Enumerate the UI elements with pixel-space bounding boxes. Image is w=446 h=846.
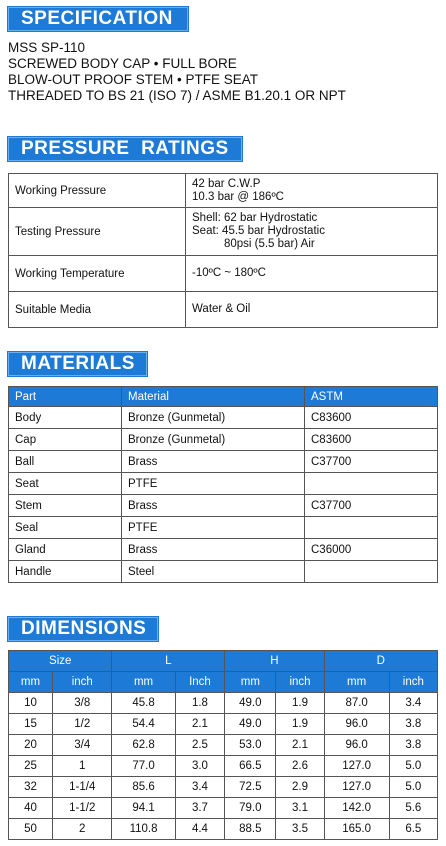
group-header-d: D [324,651,437,672]
dimension-cell: 96.0 [324,714,389,735]
dimension-cell: 72.5 [225,777,276,798]
column-header: Part [9,387,122,407]
dimension-cell: 2.9 [276,777,324,798]
dimension-cell: 2.1 [276,735,324,756]
table-row [9,292,438,328]
table-row [9,451,438,473]
table-unit-header-row [9,672,438,693]
material-cell: Bronze (Gunmetal) [122,407,305,429]
table-row [9,473,438,495]
table-row [9,735,438,756]
dimension-cell: 5.0 [389,756,437,777]
group-header-h: H [225,651,324,672]
dimensions-heading [8,616,158,642]
pressure-heading [8,136,242,162]
dimensions-body [9,693,438,840]
part-cell: Stem [9,495,122,517]
dimension-cell: 1-1/4 [53,777,112,798]
pressure-label: Working Pressure [9,174,186,208]
dimension-cell: 54.4 [112,714,175,735]
spec-line: BLOW-OUT PROOF STEM • PTFE SEAT [8,72,259,87]
astm-cell [305,561,438,583]
pressure-value: Water & Oil [186,292,438,328]
dimension-cell: 49.0 [225,693,276,714]
materials-heading [8,351,147,377]
pressure-value: -10ºC ~ 180ºC [186,256,438,292]
astm-cell: C83600 [305,407,438,429]
dimension-cell: 49.0 [225,714,276,735]
dimension-cell: 4.4 [175,819,225,840]
dimension-cell: 1.9 [276,714,324,735]
unit-header: Inch [175,672,225,693]
table-row [9,539,438,561]
dimension-cell: 3.4 [389,693,437,714]
pressure-value: Shell: 62 bar Hydrostatic Seat: 45.5 bar Hydrostatic 80psi (5.5 bar) Air [186,208,438,256]
material-cell: Bronze (Gunmetal) [122,429,305,451]
dimension-cell: 3.1 [276,798,324,819]
table-row [9,777,438,798]
dimension-cell: 10 [9,693,53,714]
dimension-cell: 15 [9,714,53,735]
specification-title: SPECIFICATION [8,7,188,31]
dimension-cell: 88.5 [225,819,276,840]
dimension-cell: 32 [9,777,53,798]
group-header-size: Size [9,651,112,672]
dimension-cell: 1/2 [53,714,112,735]
table-row [9,693,438,714]
materials-title: MATERIALS [8,352,147,376]
table-row [9,174,438,208]
dimension-cell: 127.0 [324,756,389,777]
material-cell: Steel [122,561,305,583]
part-cell: Body [9,407,122,429]
dimension-cell: 3.5 [276,819,324,840]
astm-cell [305,473,438,495]
table-group-header-row [9,651,438,672]
dimension-cell: 127.0 [324,777,389,798]
dimension-cell: 3.8 [389,714,437,735]
part-cell: Seal [9,517,122,539]
unit-header: inch [276,672,324,693]
column-header: ASTM [305,387,438,407]
material-cell: Brass [122,495,305,517]
part-cell: Handle [9,561,122,583]
dimension-cell: 1 [53,756,112,777]
spec-line: MSS SP-110 [8,40,86,55]
material-cell: Brass [122,539,305,561]
dimension-cell: 45.8 [112,693,175,714]
pressure-label: Working Temperature [9,256,186,292]
material-cell: PTFE [122,517,305,539]
pressure-value: 42 bar C.W.P 10.3 bar @ 186ºC [186,174,438,208]
table-row [9,756,438,777]
dimension-cell: 6.5 [389,819,437,840]
dimension-cell: 3.4 [175,777,225,798]
dimension-cell: 66.5 [225,756,276,777]
table-row [9,495,438,517]
dimension-cell: 50 [9,819,53,840]
spec-line: THREADED TO BS 21 (ISO 7) / ASME B1.20.1 OR NPT [8,88,346,103]
table-row [9,208,438,256]
dimension-cell: 40 [9,798,53,819]
group-header-l: L [112,651,225,672]
dimensions-table [8,650,438,840]
part-cell: Ball [9,451,122,473]
dimension-cell: 79.0 [225,798,276,819]
dimension-cell: 3/4 [53,735,112,756]
dimension-cell: 2 [53,819,112,840]
unit-header: mm [324,672,389,693]
table-row [9,429,438,451]
dimension-cell: 2.6 [276,756,324,777]
unit-header: mm [225,672,276,693]
astm-cell: C36000 [305,539,438,561]
spec-line: SCREWED BODY CAP • FULL BORE [8,56,237,71]
material-cell: Brass [122,451,305,473]
table-header-row [9,387,438,407]
dimension-cell: 165.0 [324,819,389,840]
table-row [9,798,438,819]
pressure-label: Suitable Media [9,292,186,328]
dimension-cell: 77.0 [112,756,175,777]
part-cell: Cap [9,429,122,451]
dimension-cell: 3.8 [389,735,437,756]
dimension-cell: 96.0 [324,735,389,756]
astm-cell: C83600 [305,429,438,451]
dimension-cell: 53.0 [225,735,276,756]
dimension-cell: 3/8 [53,693,112,714]
part-cell: Seat [9,473,122,495]
dimension-cell: 94.1 [112,798,175,819]
part-cell: Gland [9,539,122,561]
dimension-cell: 1.8 [175,693,225,714]
dimension-cell: 5.0 [389,777,437,798]
table-row [9,407,438,429]
unit-header: inch [53,672,112,693]
dimension-cell: 1.9 [276,693,324,714]
astm-cell: C37700 [305,495,438,517]
table-row [9,517,438,539]
pressure-title: PRESSURE RATINGS [8,137,242,161]
dimension-cell: 20 [9,735,53,756]
unit-header: inch [389,672,437,693]
dimension-cell: 25 [9,756,53,777]
table-row [9,819,438,840]
dimension-cell: 142.0 [324,798,389,819]
table-row [9,256,438,292]
material-cell: PTFE [122,473,305,495]
astm-cell: C37700 [305,451,438,473]
column-header: Material [122,387,305,407]
specification-heading [8,6,188,32]
materials-table [8,386,438,583]
unit-header: mm [112,672,175,693]
dimension-cell: 110.8 [112,819,175,840]
astm-cell [305,517,438,539]
dimension-cell: 62.8 [112,735,175,756]
dimension-cell: 1-1/2 [53,798,112,819]
dimensions-title: DIMENSIONS [8,617,158,641]
table-row [9,714,438,735]
specification-lines [8,40,346,104]
pressure-label: Testing Pressure [9,208,186,256]
dimension-cell: 3.0 [175,756,225,777]
dimension-cell: 85.6 [112,777,175,798]
pressure-table [8,173,438,328]
dimension-cell: 87.0 [324,693,389,714]
unit-header: mm [9,672,53,693]
dimension-cell: 2.5 [175,735,225,756]
dimension-cell: 2.1 [175,714,225,735]
dimension-cell: 5.6 [389,798,437,819]
dimension-cell: 3.7 [175,798,225,819]
table-row [9,561,438,583]
